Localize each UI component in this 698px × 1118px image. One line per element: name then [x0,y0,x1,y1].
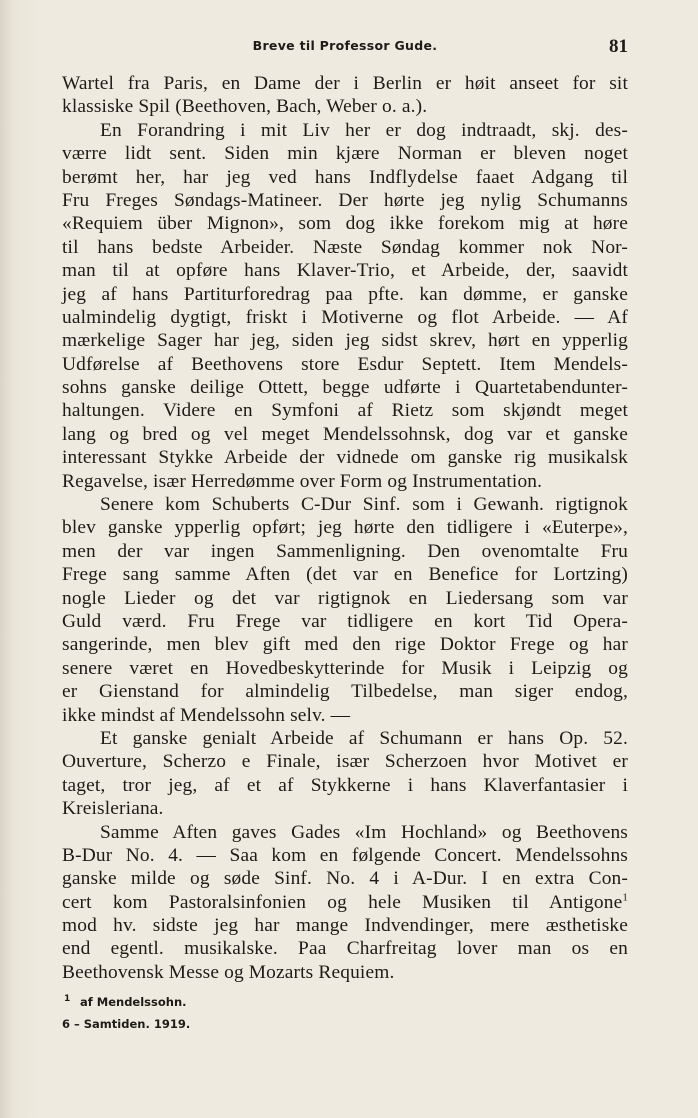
footnote-1 [62,991,628,1013]
text-line-content: «Requiem über Mignon», som dog ikke forekom mig at høre [62,213,628,235]
text-line [62,774,628,797]
text-line-content: lang og bred og vel meget Mendelssohnsk, dog var et ganske [62,423,628,445]
text-line-content: Wartel fra Paris, en Dame der i Berlin er høit anseet for sit [62,73,628,94]
page-number: 81 [609,36,628,57]
text-line-content: ikke mindst af Mendelssohn selv. — [62,704,351,726]
text-line [62,587,628,610]
text-line [62,821,628,844]
text-line-content: Regavelse, især Herredømme over Form og Instrumentation. [62,470,543,492]
text-line [62,563,628,586]
text-line [62,376,628,399]
text-line [62,72,628,95]
text-line-content: Guld værd. Fru Frege var tidligere en kort Tid Opera- [62,610,628,632]
text-line-content: ganske milde og søde Sinf. No. 4 i A-Dur. I en extra Con- [62,868,628,890]
footnote-marker: 1 [64,994,71,1004]
text-line [62,937,628,960]
text-line-content: sangerinde, men blev gift med den rige Doktor Frege og har [62,634,628,656]
text-line-content: til hans bedste Arbeider. Næste Søndag kommer nok Nor- [62,236,628,258]
text-line [62,142,628,165]
text-line-content: berømt her, har jeg ved hans Indflydelse faaet Adgang til [62,166,628,188]
text-line [62,306,628,329]
text-line-content: Udførelse af Beethovens store Esdur Septett. Item Mendels- [62,353,628,375]
text-line-content: Ouverture, Scherzo e Finale, især Scherzoen hvor Motivet er [62,751,628,773]
text-line [62,166,628,189]
footnotes [62,991,628,1034]
text-line [62,704,628,727]
text-line [62,750,628,773]
text-line-content: værre lidt sent. Siden min kjære Norman er bleven noget [62,143,628,165]
text-line-content: taget, tror jeg, af et af Stykkerne i hans Klaverfantasier i [62,774,628,796]
text-line-content: cert kom Pastoralsinfonien og hele Musiken til Antigone [62,891,623,913]
text-line [62,95,628,118]
text-line [62,119,628,142]
text-line-content: mærkelige Sager har jeg, siden jeg sidst skrev, hørt en ypperlig [62,330,628,352]
text-line-content: Fru Freges Søndags-Matineer. Der hørte jeg nylig Schumanns [62,189,628,211]
text-line [62,610,628,633]
text-line-content: mod hv. sidste jeg har mange Indvendinger, mere æsthetiske [62,915,628,937]
text-line-content: Et ganske genialt Arbeide af Schumann er hans Op. 52. [100,727,628,749]
text-line-content: Samme Aften gaves Gades «Im Hochland» og Beethovens [100,821,628,843]
printer-signature: 6 – Samtiden. 1919. [62,1017,191,1031]
text-line [62,329,628,352]
text-line-content: B-Dur No. 4. — Saa kom en følgende Concert. Mendelssohns [62,844,628,866]
text-line [62,353,628,376]
text-line-content: nogle Lieder og det var rigtignok en Liedersang som var [62,587,628,609]
text-line-content: klassiske Spil (Beethoven, Bach, Weber o. a.). [62,96,428,118]
text-line [62,633,628,656]
text-line-content: er Gienstand for almindelig Tilbedelse, man siger endog, [62,681,628,703]
page-header [62,36,628,60]
text-line [62,446,628,469]
text-line-content: end egentl. musikalske. Paa Charfreitag lover man os en [62,938,628,960]
text-line-content: senere været en Hovedbeskytterinde for Musik i Leipzig og [62,657,628,679]
text-line-content: jeg af hans Partiturforedrag paa pfte. kan dømme, er ganske [62,283,628,305]
text-line [62,493,628,516]
text-line [62,189,628,212]
text-line [62,236,628,259]
text-line-content: haltungen. Videre en Symfoni af Rietz som skjøndt meget [62,400,628,422]
text-line [62,212,628,235]
running-title: Breve til Professor Gude. [252,38,438,53]
text-line [62,961,628,984]
text-line [62,399,628,422]
text-line [62,797,628,820]
text-line [62,727,628,750]
text-line [62,259,628,282]
text-line-content: blev ganske ypperlig opført; jeg hørte den tidligere i «Euterpe», [62,517,628,539]
text-line [62,657,628,680]
text-line-content: ualmindelig dygtigt, friskt i Motiverne og flot Arbeide. — Af [62,306,628,328]
text-line [62,680,628,703]
text-line [62,844,628,867]
text-line-content: Kreisleriana. [62,798,164,820]
letter-body-text [62,72,628,984]
footnote-reference: 1 [622,891,628,904]
footnote-text: af Mendelssohn. [80,995,187,1009]
text-line [62,283,628,306]
text-line-content: interessant Stykke Arbeide der vidnede om ganske rig musikalsk [62,447,628,469]
text-line [62,867,628,890]
text-line-content: En Forandring i mit Liv her er dog indtraadt, skj. des- [100,119,628,141]
text-line-content: Senere kom Schuberts C-Dur Sinf. som i Gewanh. rigtignok [100,494,628,516]
text-line [62,423,628,446]
text-line [62,891,628,914]
text-line-content: sohns ganske deilige Ottett, begge udførte i Quartetabendunter- [62,377,628,399]
text-line [62,914,628,937]
text-line-content: man til at opføre hans Klaver-Trio, et Arbeide, der, saavidt [62,260,628,282]
text-line-content: men der var ingen Sammenligning. Den ovenomtalte Fru [62,540,628,562]
text-line [62,516,628,539]
text-line [62,470,628,493]
text-line-content: Beethovensk Messe og Mozarts Requiem. [62,961,395,983]
text-line [62,540,628,563]
text-line-content: Frege sang samme Aften (det var en Benefice for Lortzing) [62,564,628,586]
